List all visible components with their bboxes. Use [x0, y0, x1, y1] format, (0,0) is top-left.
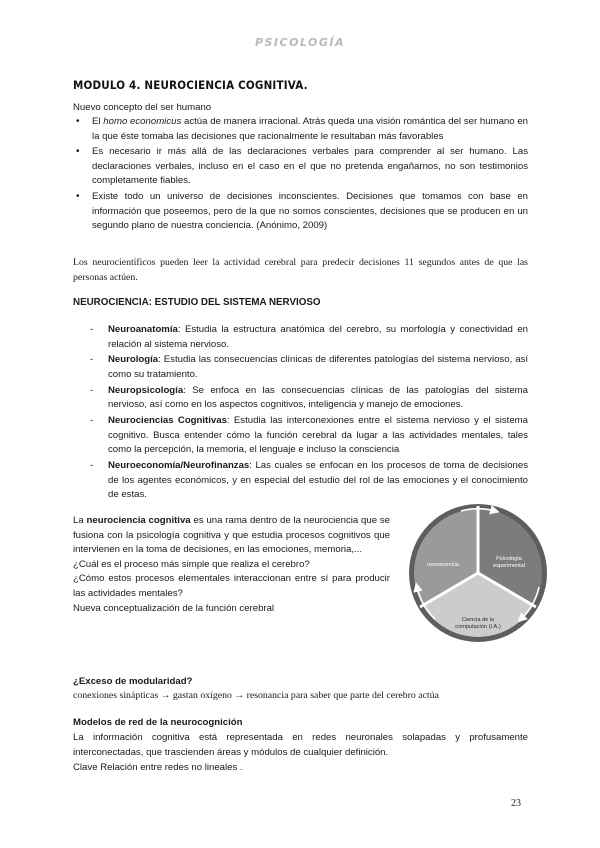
bullet-text: Existe todo un universo de decisiones inconscientes. Decisiones que tomamos con base en información que poseemos, pero de la que no somos conscientes, decisiones que se producen en un segundo plano de nuestra conciencia. (Anónimo, 2009)	[92, 190, 528, 232]
page-header-title: PSICOLOGÍA	[254, 36, 346, 49]
discipline-item	[73, 414, 528, 458]
bullet-text: Es necesario ir más allá de las declaraciones verbales para comprender al ser humano. Las declaraciones verbales, incluso en el caso en el que no pretenda engañarnos, no son testimonios completamente fiables.	[92, 146, 528, 187]
bullet-emphasis: homo economicus	[103, 116, 182, 127]
discipline-description: : Estudia la estructura anatómica del cerebro, su morfología y conectividad en relación al sistema nervioso.	[108, 324, 528, 350]
bullet-item	[73, 190, 528, 234]
bullet-item	[73, 115, 528, 144]
discipline-term: Neuroeconomía/Neurofinanzas	[108, 460, 250, 472]
discipline-term: Neuroanatomía	[108, 324, 178, 335]
discipline-item	[73, 353, 528, 382]
models-heading: Modelos de red de la neurocognición	[73, 717, 243, 728]
discipline-list	[73, 323, 528, 504]
cognitive-definition	[73, 514, 390, 558]
discipline-term: Neurociencias Cognitivas	[108, 415, 227, 427]
discipline-cycle-diagram	[403, 503, 553, 643]
discipline-item	[73, 323, 528, 352]
models-key: Clave Relación entre redes no lineales .	[73, 762, 243, 773]
new-conceptualization-line: Nueva conceptualización de la función cerebral	[73, 602, 275, 614]
discipline-term: Neuropsicología	[108, 384, 184, 396]
diagram-label-computacion-wrap	[453, 617, 503, 637]
section-heading-nervous-system: NEUROCIENCIA: ESTUDIO DEL SISTEMA NERVIOSO	[73, 297, 321, 308]
bullet-item	[73, 145, 528, 189]
modularity-text: conexiones sinápticas → gastan oxígeno → resonancia para saber que parte del cerebro actúa	[73, 690, 439, 701]
discipline-description: : Estudia las interconexiones entre el sistema nervioso y el sistema cognitivo. Busca entender cómo la función cerebral da lugar a las actividades mentales, tales como la percepción, la memoria, el lenguaje e incluso la consciencia	[108, 415, 529, 456]
cognitive-term: neurociencia cognitiva	[86, 515, 191, 526]
cognitive-text: es una rama dentro de la neurociencia que se fusiona con la psicología cognitiva y que estudia procesos cognitivos que intervienen en la toma de decisiones, en las emociones, memoria,...	[73, 515, 391, 556]
module-title: MODULO 4. NEUROCIENCIA COGNITIVA.	[73, 78, 308, 92]
diagram-label-psicologia-wrap	[485, 556, 533, 576]
modularity-heading: ¿Exceso de modularidad?	[73, 676, 193, 687]
cognitive-neuroscience-block	[73, 514, 390, 616]
page-number: 23	[511, 798, 521, 809]
models-text: La información cognitiva está representada en redes neuronales solapadas y profusamente interconectadas, que trascienden áreas y módulos de cualquier definición.	[73, 732, 528, 758]
neuroscience-note: Los neurocientíficos pueden leer la actividad cerebral para predecir decisiones 11 segundos antes de que las personas actúen.	[73, 257, 528, 283]
intro-line: Nuevo concepto del ser humano	[73, 102, 212, 113]
bullet-text: El	[92, 116, 104, 127]
discipline-description: : Las cuales se enfocan en los procesos de toma de decisiones de los agentes económicos, y en especial del estudio del rol de las emociones y el conocimiento de estas.	[108, 460, 528, 501]
bullet-text: actúa de manera irracional. Atrás queda una visión romántica del ser humano en la que éste tomaba las decisiones que racionalmente le resultaban más favorables	[92, 116, 529, 142]
discipline-item	[73, 459, 528, 503]
cognitive-text: La	[73, 515, 87, 526]
discipline-description: : Estudia las consecuencias clínicas de diferentes patologías del sistema nervioso, así como su tratamiento.	[108, 354, 528, 380]
bullet-list	[73, 115, 528, 234]
discipline-item	[73, 384, 528, 413]
question-interaction: ¿Cómo estos procesos elementales interaccionan entre sí para producir las actividades mentales?	[73, 573, 390, 599]
discipline-term: Neurología	[108, 354, 159, 366]
diagram-label-psicologia: Psicología experimental	[492, 556, 526, 569]
discipline-description: : Se enfoca en las consecuencias clínicas de las patologías del sistema nervioso, así como en los aspectos cognitivos, inteligencia y manejo de emociones.	[108, 384, 528, 411]
diagram-label-neurociencia: neurociencia	[427, 562, 459, 568]
question-simple-process: ¿Cuál es el proceso más simple que realiza el cerebro?	[73, 558, 310, 570]
diagram-label-computacion: Ciencia de la computación (I.A.)	[455, 617, 501, 630]
